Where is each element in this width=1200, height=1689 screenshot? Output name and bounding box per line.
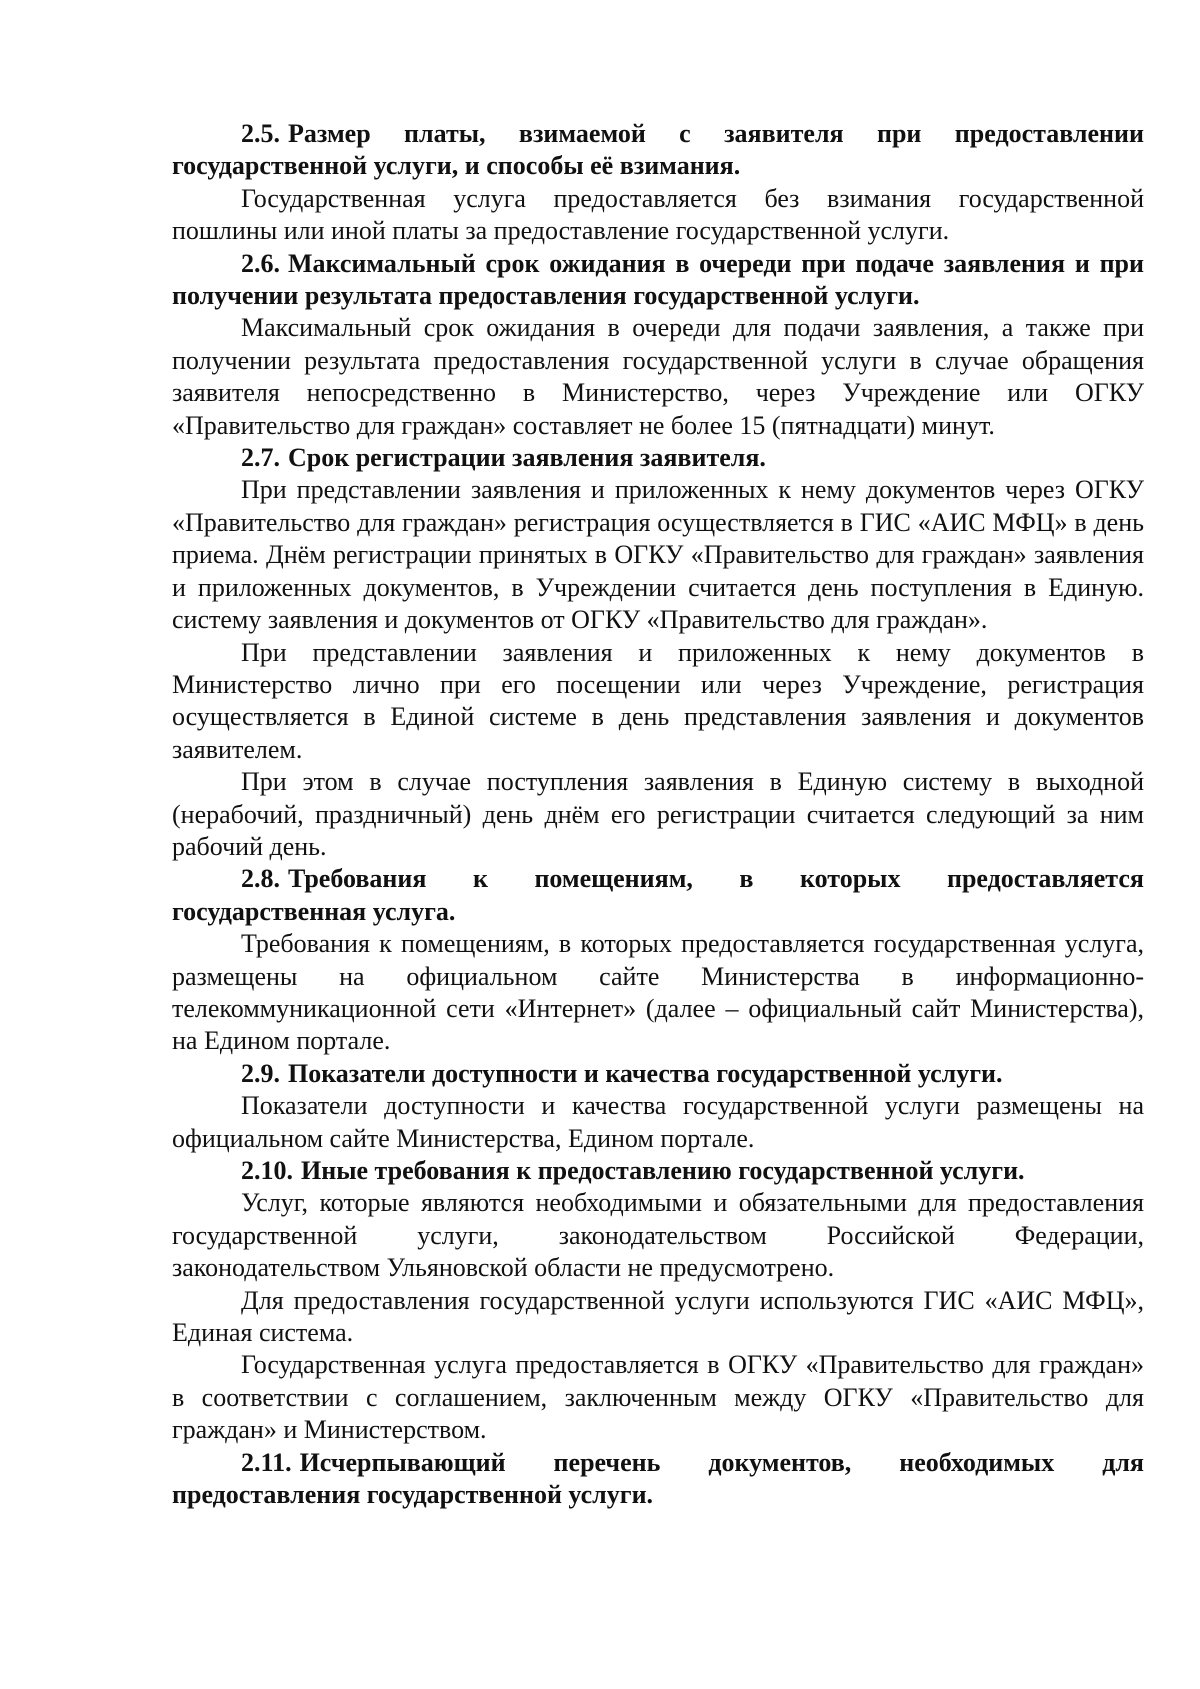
body-paragraph: Показатели доступности и качества государственной услуги размещены на официальном сайте Министерства, Едином портале.	[172, 1091, 1144, 1153]
section-heading-2-10	[172, 1155, 1144, 1187]
body-paragraph: Государственная услуга предоставляется в ОГКУ «Правительство для граждан» в соответствии с соглашением, заключенным между ОГКУ «Правительство для граждан» и Министерством.	[172, 1350, 1144, 1445]
body-paragraph: Максимальный срок ожидания в очереди для подачи заявления, а также при получении результата предоставления государственной услуги в случае обращения заявителя непосредственно в Министерство, через Учреждение или ОГКУ «Правительство для граждан» составляет не более 15 (пятнадцати) минут.	[172, 313, 1144, 440]
section-title: Требования к помещениям, в которых предоставляется государственная услуга.	[172, 864, 1144, 926]
section-title: Размер платы, взимаемой с заявителя при предоставлении государственной услуги, и способы её взимания.	[172, 119, 1144, 181]
section-number: 2.10.	[241, 1156, 293, 1185]
body-paragraph: Государственная услуга предоставляется без взимания государственной пошлины или иной платы за предоставление государственной услуги.	[172, 183, 1144, 246]
section-heading-2-9	[172, 1058, 1144, 1090]
section-number: 2.11.	[241, 1447, 292, 1477]
body-paragraph: Требования к помещениям, в которых предоставляется государственная услуга, размещены на официальном сайте Министерства в информационно-телекоммуникационной сети «Интернет» (далее – официальный сайт Министерства), на Едином портале.	[172, 929, 1144, 1056]
section-title: Показатели доступности и качества государственной услуги.	[288, 1058, 1003, 1088]
section-heading-2-7	[172, 442, 1144, 474]
document-page	[172, 118, 1144, 1511]
section-heading-2-6	[172, 248, 1144, 313]
body-paragraph: При представлении заявления и приложенных к нему документов через ОГКУ «Правительство для граждан» регистрация осуществляется в ГИС «АИС МФЦ» в день приема. Днём регистрации принятых в ОГКУ «Правительство для граждан» заявления и приложенных документов, в Учреждении считается день поступления в Единую. систему заявления и документов от ОГКУ «Правительство для граждан».	[172, 475, 1144, 635]
section-heading-2-11	[172, 1447, 1144, 1512]
section-heading-2-8	[172, 863, 1144, 928]
section-number: 2.5.	[241, 119, 280, 148]
section-title: Максимальный срок ожидания в очереди при подаче заявления и при получении результата предоставления государственной услуги.	[172, 248, 1144, 311]
section-number: 2.6.	[241, 248, 280, 278]
body-paragraph: Для предоставления государственной услуги используются ГИС «АИС МФЦ», Единая система.	[172, 1285, 1144, 1348]
body-paragraph: При этом в случае поступления заявления в Единую систему в выходной (нерабочий, праздничный) день днём его регистрации считается следующий за ним рабочий день.	[172, 767, 1144, 861]
section-number: 2.7.	[241, 443, 280, 473]
section-number: 2.9.	[241, 1058, 280, 1088]
section-title: Исчерпывающий перечень документов, необходимых для предоставления государственной услуги.	[172, 1447, 1144, 1510]
section-number: 2.8.	[241, 864, 280, 894]
section-heading-2-5	[172, 118, 1144, 183]
section-title: Иные требования к предоставлению государственной услуги.	[301, 1156, 1025, 1185]
body-paragraph: При представлении заявления и приложенных к нему документов в Министерство лично при его посещении или через Учреждение, регистрация осуществляется в Единой системе в день представления заявления и документов заявителем.	[172, 637, 1144, 764]
section-title: Срок регистрации заявления заявителя.	[288, 443, 766, 473]
body-paragraph: Услуг, которые являются необходимыми и обязательными для предоставления государственной услуги, законодательством Российской Федерации, законодательством Ульяновской области не предусмотрено.	[172, 1188, 1144, 1283]
